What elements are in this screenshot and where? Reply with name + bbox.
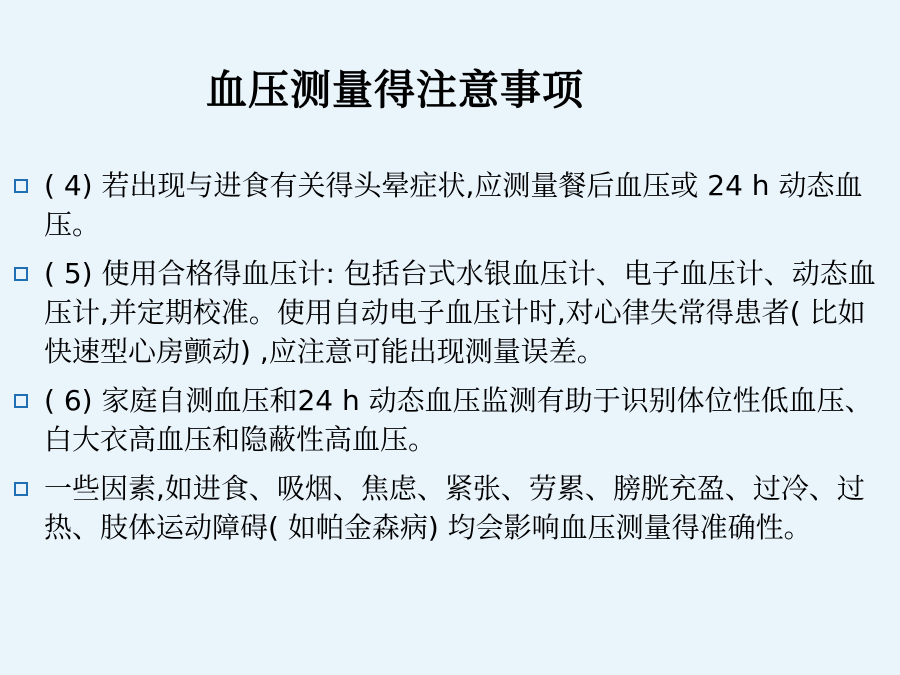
bullet-text: ( 5) 使用合格得血压计: 包括台式水银血压计、电子血压计、动态血压计,并定期校准。使用自动电子血压计时,对心律失常得患者( 比如快速型心房颤动) ,应注意可能出现测量误差。 [44, 257, 876, 368]
hollow-square-icon [14, 267, 28, 281]
hollow-square-icon [14, 394, 28, 408]
bullet-item-2 [12, 254, 890, 371]
bullet-text: ( 4) 若出现与进食有关得头晕症状,应测量餐后血压或 24 h 动态血压。 [44, 169, 863, 241]
bullet-list [12, 166, 890, 557]
hollow-square-icon [14, 179, 28, 193]
bullet-text: ( 6) 家庭自测血压和24 h 动态血压监测有助于识别体位性低血压、白大衣高血压和隐蔽性高血压。 [44, 384, 873, 456]
bullet-item-3 [12, 381, 890, 459]
slide-title: 血压测量得注意事项 [206, 66, 584, 114]
hollow-square-icon [14, 482, 28, 496]
bullet-text: 一些因素,如进食、吸烟、焦虑、紧张、劳累、膀胱充盈、过冷、过热、肢体运动障碍( 如帕金森病) 均会影响血压测量得准确性。 [44, 472, 865, 544]
bullet-item-1 [12, 166, 890, 244]
bullet-item-4 [12, 469, 890, 547]
